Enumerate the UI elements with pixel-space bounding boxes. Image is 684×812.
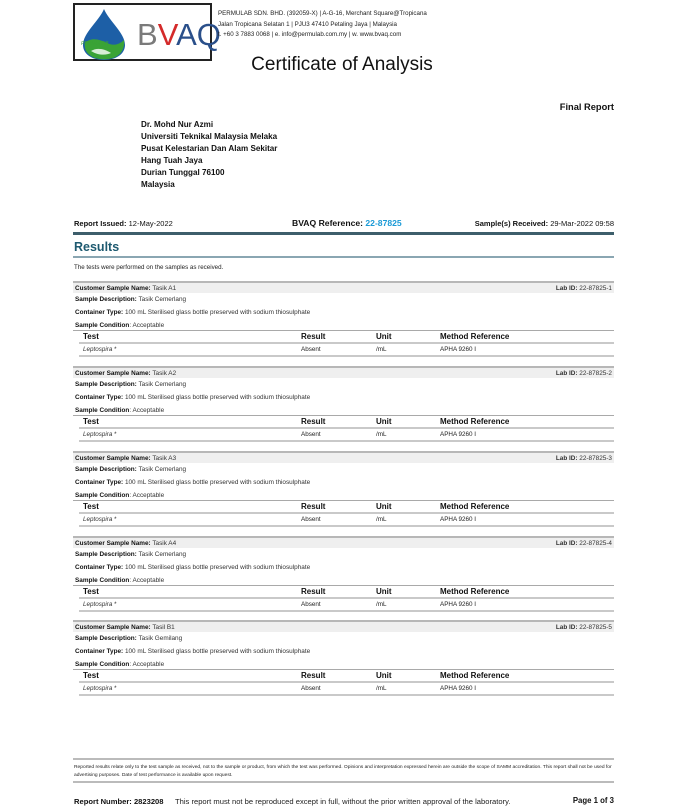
table-rule: [73, 500, 614, 501]
col-unit: Unit: [376, 671, 392, 680]
table-rule: [79, 525, 614, 527]
test-method: APHA 9260 I: [440, 685, 477, 692]
col-method: Method Reference: [440, 671, 510, 680]
water-drop-icon: [77, 7, 137, 61]
table-rule: [79, 355, 614, 357]
sample-description: Sample Description: Tasik Cemerlang: [75, 466, 187, 473]
sample-header: [73, 366, 614, 378]
recipient-line: Malaysia: [141, 180, 175, 189]
sample-header: [73, 451, 614, 463]
bvaq-reference: BVAQ Reference: 22-87825: [292, 218, 402, 228]
table-rule: [79, 440, 614, 442]
col-test: Test: [83, 417, 99, 426]
test-name: Leptospira *: [83, 601, 117, 608]
customer-sample-name: Customer Sample Name: Tasil B1: [75, 624, 175, 631]
col-test: Test: [83, 671, 99, 680]
lab-id: Lab ID: 22-87825-2: [555, 370, 612, 377]
test-result: Absent: [301, 685, 321, 692]
recipient-name: Dr. Mohd Nur Azmi: [141, 120, 214, 129]
recipient-line: Hang Tuah Jaya: [141, 156, 203, 165]
results-heading: Results: [74, 240, 120, 254]
col-result: Result: [301, 417, 326, 426]
table-rule: [73, 669, 614, 670]
col-result: Result: [301, 502, 326, 511]
results-note: The tests were performed on the samples as received.: [74, 264, 224, 271]
col-test: Test: [83, 587, 99, 596]
recipient-line: Durian Tunggal 76100: [141, 168, 225, 177]
sample-header: [73, 536, 614, 548]
table-rule: [79, 342, 614, 344]
sample-condition: Sample Condition: Acceptable: [75, 661, 165, 668]
col-method: Method Reference: [440, 502, 510, 511]
test-result: Absent: [301, 601, 321, 608]
test-name: Leptospira *: [83, 346, 117, 353]
test-result: Absent: [301, 431, 321, 438]
company-info: [218, 9, 427, 41]
table-rule: [79, 694, 614, 696]
test-method: APHA 9260 I: [440, 431, 477, 438]
test-unit: /mL: [376, 346, 387, 353]
report-number: Report Number: 2823208: [74, 797, 164, 806]
table-rule: [79, 597, 614, 599]
container-type: Container Type: 100 mL Sterilised glass bottle preserved with sodium thiosulphate: [75, 648, 311, 655]
col-result: Result: [301, 587, 326, 596]
disclaimer: Reported results relate only to the test sample as received, not to the sample or product, from which the test was performed. Opinions and interpretation expressed herein are outside the scope of SAMM accreditation. This report shall not be used for advertising purposes. Date of test performance is available upon request.: [74, 765, 612, 778]
col-unit: Unit: [376, 332, 392, 341]
recipient-line: Universiti Teknikal Malaysia Melaka: [141, 132, 278, 141]
customer-sample-name: Customer Sample Name: Tasik A3: [75, 455, 177, 462]
customer-sample-name: Customer Sample Name: Tasik A1: [75, 285, 177, 292]
test-result: Absent: [301, 346, 321, 353]
sample-header: [73, 281, 614, 293]
col-unit: Unit: [376, 587, 392, 596]
sample-description: Sample Description: Tasik Cemerlang: [75, 296, 187, 303]
test-unit: /mL: [376, 431, 387, 438]
test-unit: /mL: [376, 516, 387, 523]
sample-header: [73, 620, 614, 632]
test-name: Leptospira *: [83, 685, 117, 692]
company-line: PERMULAB SDN. BHD. (392059-X) | A-G-16, Merchant Square@Tropicana: [218, 10, 427, 17]
report-issued: Report Issued: 12-May-2022: [74, 219, 173, 228]
divider: [73, 232, 614, 235]
company-line: t. +60 3 7883 0068 | e. info@permulab.com.my | w. www.bvaq.com: [218, 31, 402, 38]
table-rule: [79, 610, 614, 612]
report-status: Final Report: [559, 102, 614, 112]
company-logo: [73, 3, 221, 61]
col-method: Method Reference: [440, 332, 510, 341]
col-result: Result: [301, 332, 326, 341]
col-test: Test: [83, 502, 99, 511]
table-rule: [73, 330, 614, 331]
test-method: APHA 9260 I: [440, 601, 477, 608]
footer-divider: [73, 781, 614, 783]
col-unit: Unit: [376, 417, 392, 426]
test-unit: /mL: [376, 601, 387, 608]
lab-id: Lab ID: 22-87825-4: [555, 540, 612, 547]
permulab-label: PERMULAB: [81, 41, 109, 47]
logo-wordmark: BVAQ: [137, 17, 221, 52]
sample-condition: Sample Condition: Acceptable: [75, 322, 165, 329]
container-type: Container Type: 100 mL Sterilised glass bottle preserved with sodium thiosulphate: [75, 309, 311, 316]
test-name: Leptospira *: [83, 431, 117, 438]
container-type: Container Type: 100 mL Sterilised glass bottle preserved with sodium thiosulphate: [75, 564, 311, 571]
divider: [73, 256, 614, 258]
recipient-line: Pusat Kelestarian Dan Alam Sekitar: [141, 144, 278, 153]
sample-condition: Sample Condition: Acceptable: [75, 407, 165, 414]
sample-description: Sample Description: Tasik Cemerlang: [75, 551, 187, 558]
footer-divider: [73, 758, 614, 760]
sample-description: Sample Description: Tasik Gemilang: [75, 635, 183, 642]
samples-received: Sample(s) Received: 29-Mar-2022 09:58: [474, 219, 614, 228]
company-line: Jalan Tropicana Selatan 1 | PJU3 47410 Petaling Jaya | Malaysia: [218, 20, 397, 28]
table-rule: [73, 585, 614, 586]
table-rule: [79, 427, 614, 429]
table-rule: [79, 681, 614, 683]
page-number: Page 1 of 3: [572, 796, 614, 805]
test-name: Leptospira *: [83, 516, 117, 523]
sample-condition: Sample Condition: Acceptable: [75, 492, 165, 499]
lab-id: Lab ID: 22-87825-1: [555, 285, 612, 292]
col-test: Test: [83, 332, 99, 341]
recipient-address: [141, 119, 277, 191]
test-result: Absent: [301, 516, 321, 523]
sample-description: Sample Description: Tasik Cemerlang: [75, 381, 187, 388]
table-rule: [73, 415, 614, 416]
lab-id: Lab ID: 22-87825-5: [555, 624, 612, 631]
container-type: Container Type: 100 mL Sterilised glass bottle preserved with sodium thiosulphate: [75, 479, 311, 486]
document-title: Certificate of Analysis: [251, 54, 433, 75]
col-method: Method Reference: [440, 587, 510, 596]
test-method: APHA 9260 I: [440, 516, 477, 523]
col-method: Method Reference: [440, 417, 510, 426]
customer-sample-name: Customer Sample Name: Tasik A4: [75, 540, 177, 547]
col-result: Result: [301, 671, 326, 680]
test-unit: /mL: [376, 685, 387, 692]
lab-id: Lab ID: 22-87825-3: [555, 455, 612, 462]
table-rule: [79, 512, 614, 514]
sample-condition: Sample Condition: Acceptable: [75, 577, 165, 584]
customer-sample-name: Customer Sample Name: Tasik A2: [75, 370, 177, 377]
container-type: Container Type: 100 mL Sterilised glass bottle preserved with sodium thiosulphate: [75, 394, 311, 401]
reproduction-note: This report must not be reproduced except in full, without the prior written approval of the laboratory.: [175, 797, 511, 806]
col-unit: Unit: [376, 502, 392, 511]
test-method: APHA 9260 I: [440, 346, 477, 353]
